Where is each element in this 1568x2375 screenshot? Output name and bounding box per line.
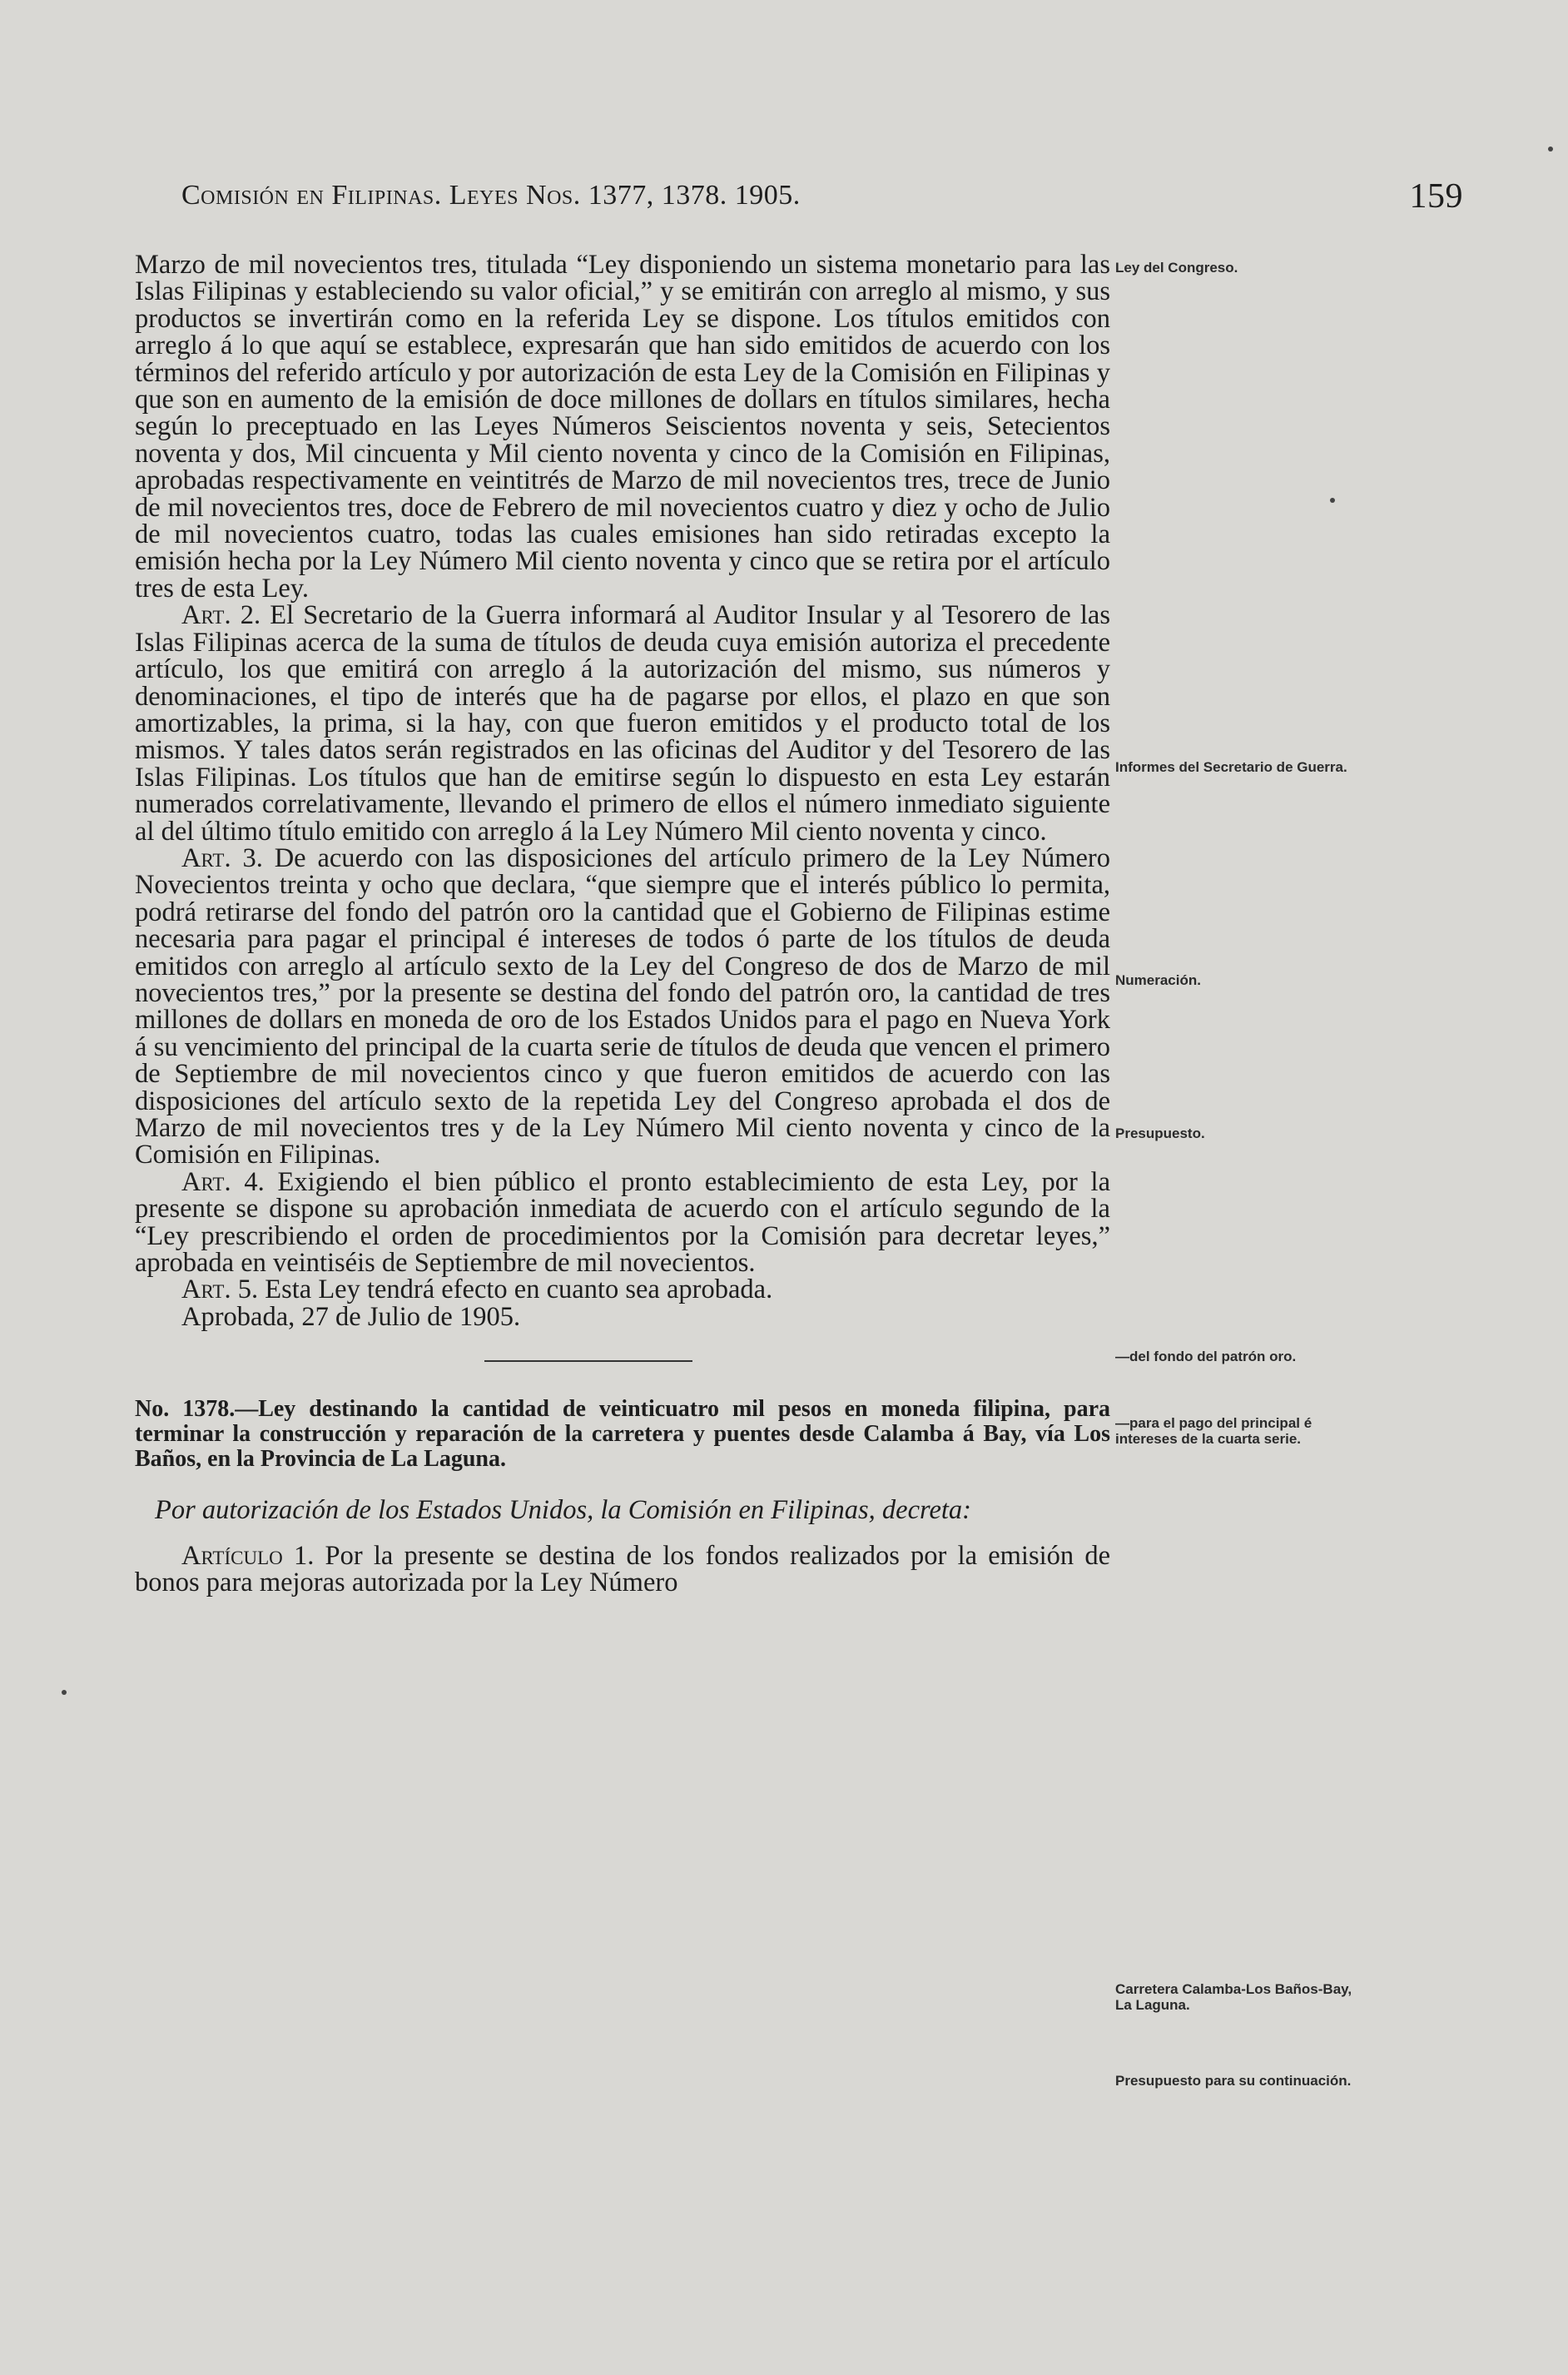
margin-note-presupuesto: Presupuesto. <box>1115 1125 1205 1141</box>
article-1-text: Por la presente se destina de los fondos realizados por la emisión de bonos para mejoras autorizada por la Ley Número <box>135 1540 1110 1598</box>
margin-note-ley-congreso: Ley del Congreso. <box>1115 260 1238 276</box>
running-header <box>181 177 1463 221</box>
article-2-text: El Secretario de la Guerra informará al Auditor Insular y al Tesorero de las Islas Filipinas acerca de la suma de títulos de deuda cuya emisión autoriza el precedente artículo, los que emitirá con arreglo á la autorización del mismo, sus números y denominaciones, el tipo de interés que ha de pagarse por ellos, el plazo en que son amortizables, la prima, si la hay, con que fueron emitidos y el producto total de los mismos. Y tales datos serán registrados en las oficinas del Auditor y del Tesorero de las Islas Filipinas. Los títulos que han de emitirse según lo dispuesto en esta Ley estarán numerados correlativamente, llevando el primero de ellos el número inmediato siguiente al del último título emitido con arreglo á la Ley Número Mil ciento noventa y cinco. <box>135 600 1111 847</box>
margin-note-pago-cuarta-serie: —para el pago del principal é intereses de la cuarta serie. <box>1115 1415 1312 1447</box>
paragraph-continuation: Marzo de mil novecientos tres, titulada “Ley disponiendo un sistema monetario para las Islas Filipinas y estableciendo su valor oficial,” y se emitirán con arreglo al mismo, y sus productos se invertirán como en la referida Ley se dispone. Los títulos emitidos con arreglo á lo que aquí se establece, expresarán que han sido emitidos de acuerdo con los términos del referido artículo y por autorización de esta Ley de la Comisión en Filipinas y que son en aumento de la emisión de doce millones de dollars en títulos similares, hecha según lo preceptuado en las Leyes Números Seiscientos noventa y seis, Setecientos noventa y dos, Mil cincuenta y Mil ciento noventa y cinco de la Comisión en Filipinas, aprobadas respectivamente en veintitrés de Marzo de mil novecientos tres, trece de Junio de mil novecientos tres, doce de Febrero de mil novecientos cuatro y diez y ocho de Julio de mil novecientos cuatro, todas las cuales emisiones han sido retiradas excepto la emisión hecha por la Ley Número Mil ciento noventa y cinco que se retira por el artículo tres de esta Ley. <box>135 250 1110 604</box>
article-3-lead: Art. 3. <box>181 842 263 873</box>
article-2-lead: Art. 2. <box>181 600 261 631</box>
article-1 <box>135 1540 1110 1598</box>
article-5-text: Esta Ley tendrá efecto en cuanto sea aprobada. <box>258 1274 773 1305</box>
article-1-lead: Artículo 1. <box>181 1540 315 1571</box>
print-speck <box>1548 147 1553 152</box>
article-3-text: De acuerdo con las disposiciones del artículo primero de la Ley Número Novecientos treinta y ocho que declara, “que siempre que el interés público lo permita, podrá retirarse del fondo del patrón oro la cantidad que el Gobierno de Filipinas estime necesaria para pagar el principal é intereses de todos ó parte de los títulos de deuda emitidos con arreglo al artículo sexto de la Ley del Congreso de dos de Marzo de mil novecientos tres,” por la presente se destina del fondo del patrón oro, la cantidad de tres millones de dollars en moneda de oro de los Estados Unidos para el pago en Nueva York á su vencimiento del principal de la cuarta serie de títulos de deuda que vencen el primero de Septiembre de mil novecientos cinco y que fueron emitidos de acuerdo con las disposiciones del artículo sexto de la repetida Ley del Congreso aprobada el dos de Marzo de mil novecientos tres y de la Ley Número Mil ciento noventa y cinco de la Comisión en Filipinas. <box>135 842 1111 1170</box>
article-5-lead: Art. 5. <box>181 1274 259 1305</box>
article-3 <box>135 842 1111 1170</box>
margin-note-carretera: Carretera Calamba-Los Baños-Bay, La Laguna. <box>1115 1981 1352 2013</box>
approval-date: Aprobada, 27 de Julio de 1905. <box>181 1301 521 1332</box>
decree-line: Por autorización de los Estados Unidos, la Comisión en Filipinas, decreta: <box>155 1495 971 1526</box>
article-4-lead: Art. 4. <box>181 1166 265 1197</box>
page-number: 159 <box>1409 177 1463 216</box>
article-2 <box>135 602 1110 845</box>
article-4-text: Exigiendo el bien público el pronto establecimiento de esta Ley, por la presente se dispone su aprobación inmediata de acuerdo con el artículo segundo de la “Ley prescribiendo el orden de procedimientos por la Comisión para decretar leyes,” aprobada en veintiséis de Septiembre de mil novecientos. <box>135 1166 1110 1279</box>
article-4 <box>135 1166 1110 1279</box>
margin-note-informes: Informes del Secretario de Guerra. <box>1115 759 1347 775</box>
article-5 <box>135 1276 1110 1303</box>
margin-note-presupuesto-continuacion: Presupuesto para su continuación. <box>1115 2073 1352 2089</box>
margin-note-numeracion: Numeración. <box>1115 972 1201 988</box>
header-title: Comisión en Filipinas. Leyes Nos. 1377, 1378. 1905. <box>181 180 801 211</box>
section-divider <box>484 1360 692 1362</box>
main-text <box>135 251 1110 1596</box>
print-speck <box>62 1690 67 1695</box>
print-speck <box>1330 498 1335 503</box>
margin-note-fondo-patron-oro: —del fondo del patrón oro. <box>1115 1349 1297 1364</box>
bill-title: No. 1378.—Ley destinando la cantidad de veinticuatro mil pesos en moneda filipina, para terminar la construcción y reparación de la carretera y puentes desde Calamba á Bay, vía Los Baños, en la Provincia de La Laguna. <box>135 1396 1110 1473</box>
